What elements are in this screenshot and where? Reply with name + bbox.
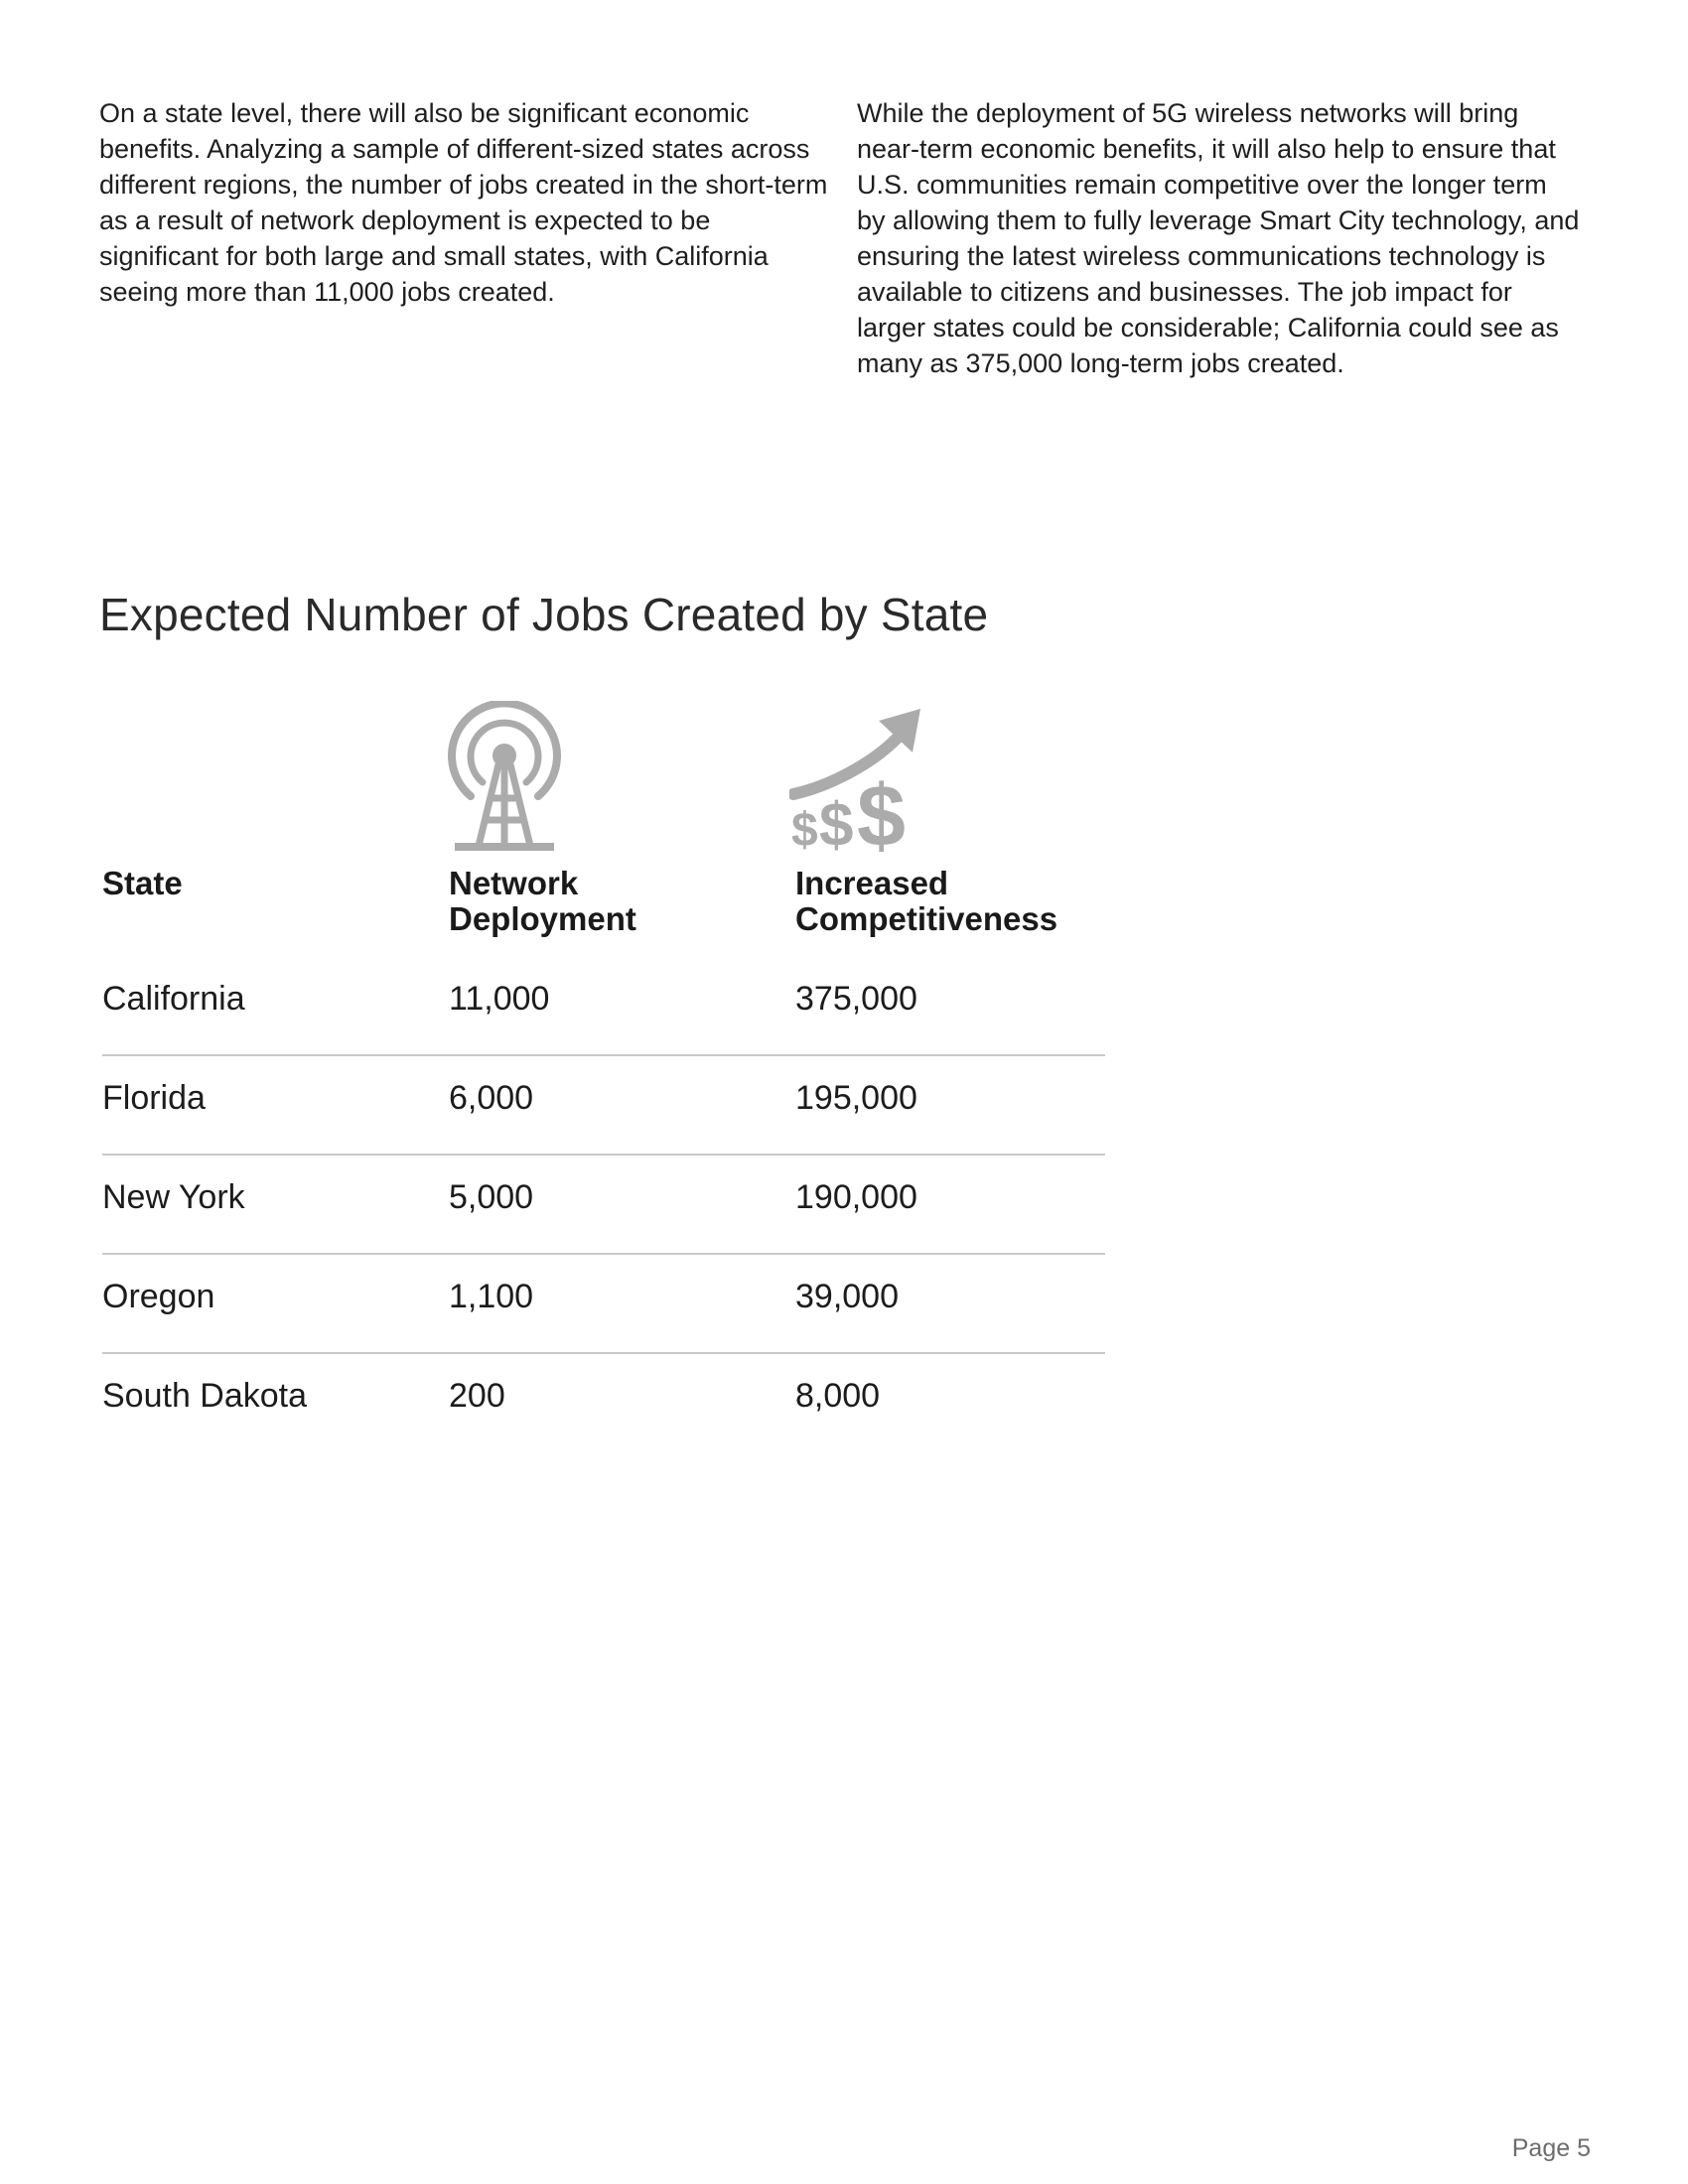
table-row: [102, 1156, 1105, 1255]
table-row: [102, 1056, 1105, 1156]
cell-tower-icon: [445, 701, 564, 852]
competitiveness-cell: 195,000: [795, 1079, 917, 1117]
state-cell: New York: [102, 1178, 245, 1216]
svg-text:$: $: [791, 804, 818, 852]
network-deployment-cell: 5,000: [449, 1178, 534, 1216]
competitiveness-cell: 190,000: [795, 1178, 917, 1216]
intro-paragraph-left: On a state level, there will also be significant economic benefits. Analyzing a sample of different-sized states across different regions, the number of jobs created in the short-term as a result of network deployment is expected to be significant for both large and small states, with California seeing more than 11,000 jobs created.: [99, 98, 828, 307]
state-cell: Florida: [102, 1079, 206, 1117]
column-header-state: State: [102, 865, 183, 901]
state-cell: South Dakota: [102, 1377, 308, 1415]
network-deployment-cell: 200: [449, 1377, 505, 1415]
svg-text:$: $: [819, 791, 854, 852]
network-deployment-cell: 6,000: [449, 1079, 534, 1117]
jobs-table: [102, 957, 1105, 1453]
competitiveness-cell: 39,000: [795, 1278, 899, 1315]
column-header-increased-competitiveness: Increased Competitiveness: [795, 865, 1058, 937]
page-number: Page 5: [1511, 2134, 1591, 2162]
dollar-growth-icon: [789, 707, 928, 852]
network-deployment-cell: 1,100: [449, 1278, 534, 1315]
competitiveness-cell: 8,000: [795, 1377, 881, 1415]
state-cell: Oregon: [102, 1278, 215, 1315]
network-deployment-cell: 11,000: [449, 980, 550, 1018]
intro-paragraph-right: While the deployment of 5G wireless networks will bring near-term economic benefits, it will also help to ensure that U.S. communities remain competitive over the longer term by allowing them to fully leverage Smart City technology, and ensuring the latest wireless communications technology is available to citizens and businesses. The job impact for larger states could be considerable; California could see as many as 375,000 long-term jobs created.: [857, 98, 1580, 378]
table-row: [102, 1354, 1105, 1453]
section-title: Expected Number of Jobs Created by State: [99, 589, 989, 640]
competitiveness-cell: 375,000: [795, 980, 917, 1018]
column-header-network-deployment: Network Deployment: [449, 865, 636, 937]
table-row: [102, 957, 1105, 1056]
state-cell: California: [102, 980, 245, 1018]
table-row: [102, 1255, 1105, 1354]
svg-text:$: $: [857, 766, 906, 852]
